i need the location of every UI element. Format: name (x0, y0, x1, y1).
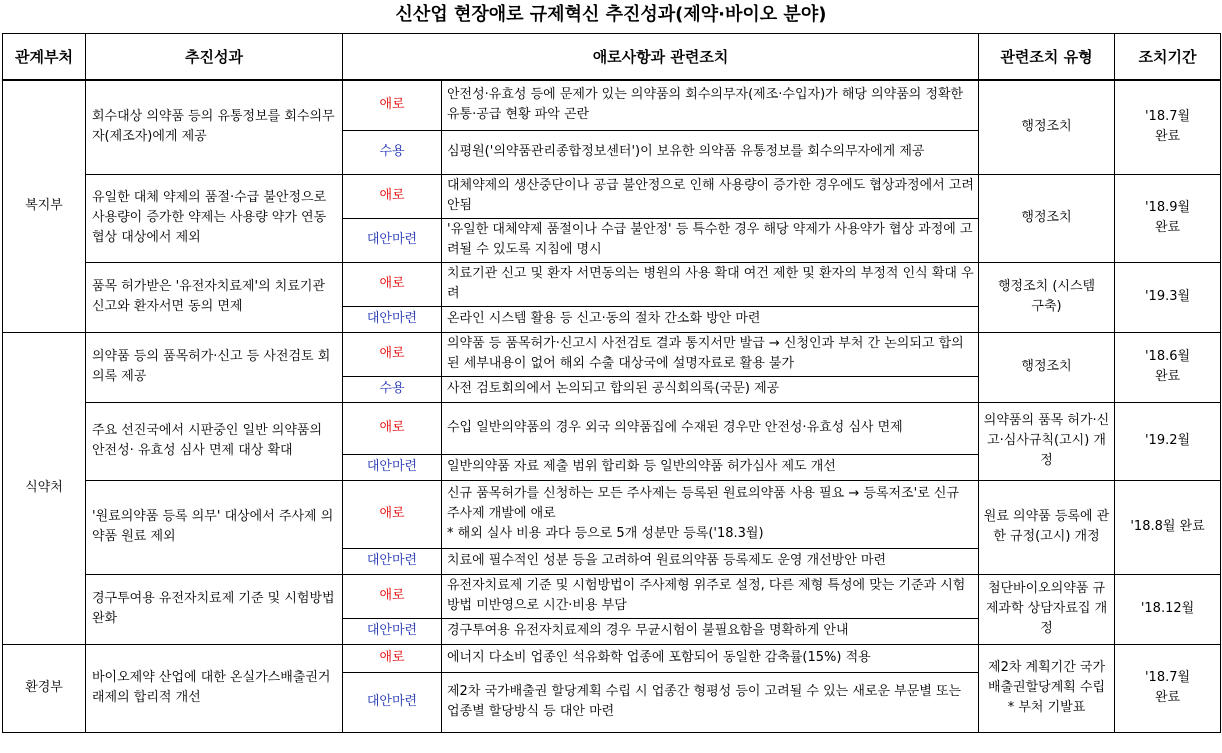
dept-cell: 식약처 (3, 332, 86, 644)
header-action-type: 관련조치 유형 (979, 34, 1115, 81)
period-cell (1115, 80, 1221, 174)
table-row (3, 402, 1221, 454)
dept-cell: 환경부 (3, 644, 86, 732)
complaint-label: 애로 (343, 174, 442, 218)
complaint-label: 애로 (343, 262, 442, 306)
response-detail: 치료에 필수적인 성분 등을 고려하여 원료의약품 등록제도 운영 개선방안 마련 (442, 548, 979, 574)
action-note: * 부처 기발표 (1007, 700, 1086, 715)
achievement-cell: 경구투여용 유전자치료제 기준 및 시험방법 완화 (86, 574, 343, 644)
period-cell: '19.2월 (1115, 402, 1221, 480)
period-text: '18.7월 완료 (1144, 109, 1191, 145)
achievement-cell: 바이오제약 산업에 대한 온실가스배출권거래제의 합리적 개선 (86, 644, 343, 732)
action-type-cell (979, 644, 1115, 732)
period-cell: '19.3월 (1115, 262, 1221, 332)
table-row (3, 644, 1221, 672)
alternative-label: 대안마련 (343, 306, 442, 332)
complaint-label: 애로 (343, 332, 442, 376)
complaint-label: 애로 (343, 644, 442, 672)
accept-label: 수용 (343, 376, 442, 402)
achievement-cell: 품목 허가받은 '유전자치료제'의 치료기관 신고와 환자서면 동의 면제 (86, 262, 343, 332)
period-cell: '18.8월 완료 (1115, 480, 1221, 574)
action-type-text: 행정조치 (시스템 구축) (997, 279, 1096, 314)
complaint-detail: 의약품 등 품목허가·신고시 사전검토 결과 통지서만 발급 → 신청인과 부처 간 논의되고 합의된 세부내용이 없어 해외 수출 대상국에 설명자료로 활용 불가 (442, 332, 979, 376)
complaint-detail: 치료기관 신고 및 환자 서면동의는 병원의 사용 확대 여건 제한 및 환자의 부정적 인식 확대 우려 (442, 262, 979, 306)
achievement-cell: 주요 선진국에서 시판중인 일반 의약품의 안전성· 유효성 심사 면제 대상 확대 (86, 402, 343, 480)
accept-label: 수용 (343, 130, 442, 174)
header-achievement: 추진성과 (86, 34, 343, 81)
period-cell (1115, 174, 1221, 262)
period-text: '18.6월 완료 (1144, 349, 1191, 384)
achievement-cell: 회수대상 의약품 등의 유통정보를 회수의무자(제조자)에게 제공 (86, 80, 343, 174)
complaint-detail-text: 신규 품목허가를 신청하는 모든 주사제는 등록된 원료의약품 사용 필요 → 등록저조'로 신규 주사제 개발에 애로 (447, 486, 960, 521)
action-type-cell: 행정조치 (979, 80, 1115, 174)
response-detail: 온라인 시스템 활용 등 신고·동의 절차 간소화 방안 마련 (442, 306, 979, 332)
complaint-label: 애로 (343, 80, 442, 130)
header-issues: 애로사항과 관련조치 (343, 34, 979, 81)
achievements-table (2, 33, 1221, 733)
response-detail: 경구투여용 유전자치료제의 경우 무균시험이 불필요함을 명확하게 안내 (442, 618, 979, 644)
achievement-cell: '원료의약품 등록 의무' 대상에서 주사제 의약품 원료 제외 (86, 480, 343, 574)
complaint-detail (442, 480, 979, 548)
period-cell (1115, 332, 1221, 402)
achievement-cell: 유일한 대체 약제의 품절·수급 불안정으로 사용량이 증가한 약제는 사용량 약가 연동 협상 대상에서 제외 (86, 174, 343, 262)
action-type-cell: 행정조치 (979, 332, 1115, 402)
table-row (3, 480, 1221, 548)
table-row (3, 332, 1221, 376)
table-row (3, 574, 1221, 618)
response-detail: 일반의약품 자료 제출 범위 합리화 등 일반의약품 허가심사 제도 개선 (442, 454, 979, 480)
complaint-detail: 안전성·유효성 등에 문제가 있는 의약품의 회수의무자(제조·수입자)가 해당 의약품의 정확한 유통·공급 현황 파악 곤란 (442, 80, 979, 130)
page-title: 신산업 현장애로 규제혁신 추진성과(제약·바이오 분야) (395, 4, 827, 25)
response-detail: 심평원('의약품관리종합정보센터')이 보유한 의약품 유통정보를 회수의무자에게 제공 (442, 130, 979, 174)
header-dept: 관계부처 (3, 34, 86, 81)
action-type-cell: 행정조치 (979, 174, 1115, 262)
dept-cell: 복지부 (3, 80, 86, 332)
complaint-label: 애로 (343, 480, 442, 548)
complaint-note: * 해외 실사 비용 과다 등으로 5개 성분만 등록('18.3월) (447, 526, 764, 541)
action-type-cell: 의약품의 품목 허가·신고·심사규칙(고시) 개정 (979, 402, 1115, 480)
alternative-label: 대안마련 (343, 618, 442, 644)
table-row (3, 262, 1221, 306)
period-text: '18.7월 완료 (1144, 670, 1191, 705)
header-period: 조치기간 (1115, 34, 1221, 81)
alternative-label: 대안마련 (343, 454, 442, 480)
achievement-cell: 의약품 등의 품목허가·신고 등 사전검토 회의록 제공 (86, 332, 343, 402)
alternative-label: 대안마련 (343, 218, 442, 262)
action-type-cell: 원료 의약품 등록에 관한 규정(고시) 개정 (979, 480, 1115, 574)
complaint-label: 애로 (343, 402, 442, 454)
complaint-detail: 유전자치료제 기준 및 시험방법이 주사제형 위주로 설정, 다른 제형 특성에 맞는 기준과 시험방법 미반영으로 시간·비용 부담 (442, 574, 979, 618)
complaint-detail: 대체약제의 생산중단이나 공급 불안정으로 인해 사용량이 증가한 경우에도 협상과정에서 고려 안됨 (442, 174, 979, 218)
action-type-cell: 첨단바이오의약품 규제과학 상담자료집 개정 (979, 574, 1115, 644)
table-header-row (3, 34, 1221, 81)
complaint-label: 애로 (343, 574, 442, 618)
response-detail: 제2차 국가배출권 할당계획 수립 시 업종간 형평성 등이 고려될 수 있는 새로운 부문별 또는 업종별 할당방식 등 대안 마련 (442, 672, 979, 732)
alternative-label: 대안마련 (343, 672, 442, 732)
complaint-detail: 수입 일반의약품의 경우 외국 의약품집에 수재된 경우만 안전성·유효성 심사 면제 (442, 402, 979, 454)
alternative-label: 대안마련 (343, 548, 442, 574)
action-type-text: 제2차 계획기간 국가배출권할당계획 수립 (987, 660, 1106, 695)
complaint-detail: 에너지 다소비 업종인 석유화학 업종에 포함되어 동일한 감축률(15%) 적용 (442, 644, 979, 672)
response-detail: '유일한 대체약제 품절이나 수급 불안정' 등 특수한 경우 해당 약제가 사용약가 협상 과정에 고려될 수 있도록 지침에 명시 (442, 218, 979, 262)
table-row (3, 174, 1221, 218)
table-row (3, 80, 1221, 130)
period-cell (1115, 644, 1221, 732)
response-detail: 사전 검토회의에서 논의되고 합의된 공식회의록(국문) 제공 (442, 376, 979, 402)
action-type-cell (979, 262, 1115, 332)
period-text: '18.9월 완료 (1144, 200, 1191, 235)
period-cell: '18.12월 (1115, 574, 1221, 644)
